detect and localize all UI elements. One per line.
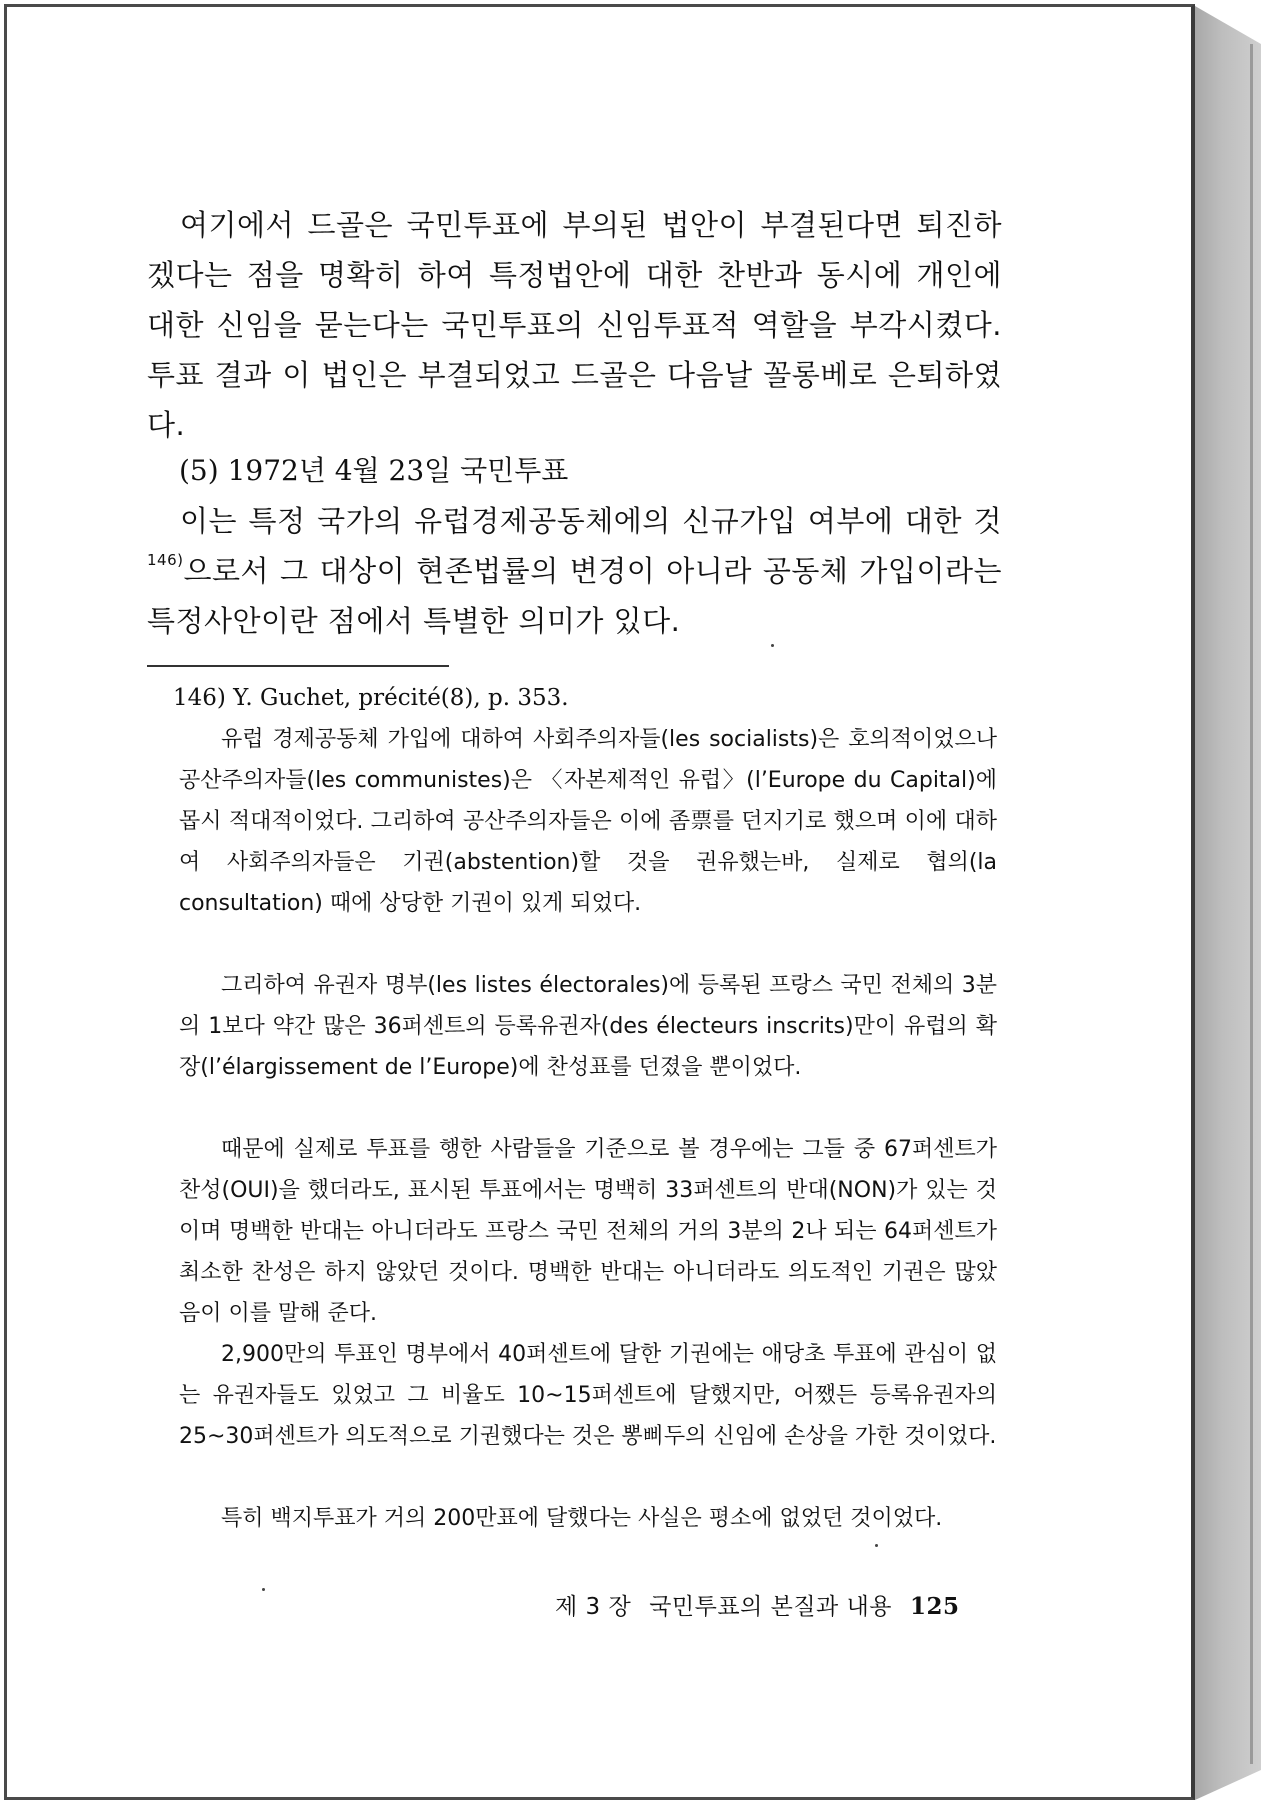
page-edge-line — [1250, 44, 1253, 1764]
footnote-paragraph-5: 특히 백지투표가 거의 200만표에 달했다는 사실은 평소에 없었던 것이었다. — [221, 1506, 943, 1531]
footnote-paragraph-3: 때문에 실제로 투표를 행한 사람들을 기준으로 볼 경우에는 그들 중 67퍼센트가 찬성(OUI)을 했더라도, 표시된 투표에서는 명백히 33퍼센트의 반대(NON)가 있는 것이며 명백한 반대는 아니더라도 프랑스 국민 전체의 거의 3분의 2나 되는 64퍼센트가 최소한 찬성은 하지 않았던 것이다. 명백한 반대는 아니더라도 의도적인 기권은 많았음이 이를 말해 준다. — [179, 1137, 997, 1326]
section-heading: (5) 1972년 4월 23일 국민투표 — [179, 454, 569, 487]
footnote-paragraph-2: 그리하여 유권자 명부(les listes électorales)에 등록된 프랑스 국민 전체의 3분의 1보다 약간 많은 36퍼센트의 등록유권자(des électeurs inscrits)만이 유럽의 확장(l’élargissement de l’Europe)에 찬성표를 던졌을 뿐이었다. — [179, 973, 997, 1080]
body-paragraph-2 — [147, 496, 1002, 646]
paragraph-2-text-a: 이는 특정 국가의 유럽경제공동체에의 신규가입 여부에 대한 것 — [180, 504, 1002, 538]
footnote-paragraph-1: 유럽 경제공동체 가입에 대하여 사회주의자들(les socialists)은 호의적이었으나 공산주의자들(les communistes)은 〈자본제적인 유럽〉(l’Europe du Capital)에 몹시 적대적이었다. 그리하여 공산주의자들은 이에 좀票를 던지기로 했으며 이에 대하여 사회주의자들은 기권(abstention)할 것을 권유했는바, 실제로 협의(la consultation) 때에 상당한 기권이 있게 되었다. — [179, 727, 997, 916]
footnote-divider — [147, 665, 449, 667]
footnote-marker: 146) — [147, 551, 184, 569]
scan-speck — [875, 1544, 878, 1547]
footnote-paragraph-4: 2,900만의 투표인 명부에서 40퍼센트에 달한 기권에는 애당초 투표에 관심이 없는 유권자들도 있었고 그 비율도 10~15퍼센트에 달했지만, 어쨌든 등록유권자의 25~30퍼센트가 의도적으로 기권했다는 것은 뽕삐두의 신임에 손상을 가한 것이었다. — [179, 1342, 997, 1449]
book-page — [4, 4, 1195, 1800]
page-footer — [555, 1589, 960, 1625]
page-number: 125 — [910, 1593, 960, 1620]
paragraph-2-text-b: 으로서 그 대상이 현존법률의 변경이 아니라 공동체 가입이라는 특정사안이란 점에서 특별한 의미가 있다. — [147, 554, 1002, 638]
footnote-reference: 146) Y. Guchet, précité(8), p. 353. — [173, 685, 569, 711]
body-paragraph-1: 여기에서 드골은 국민투표에 부의된 법안이 부결된다면 퇴진하겠다는 점을 명확히 하여 특정법안에 대한 찬반과 동시에 개인에 대한 신임을 묻는다는 국민투표의 신임투표적 역할을 부각시켰다. 투표 결과 이 법인은 부결되었고 드골은 다음날 꼴롱베로 은퇴하였다. — [147, 208, 1002, 442]
scan-speck — [262, 1588, 265, 1591]
footer-chapter: 제 3 장 — [555, 1594, 632, 1620]
footer-title: 국민투표의 본질과 내용 — [649, 1594, 893, 1620]
scan-speck — [771, 644, 774, 647]
